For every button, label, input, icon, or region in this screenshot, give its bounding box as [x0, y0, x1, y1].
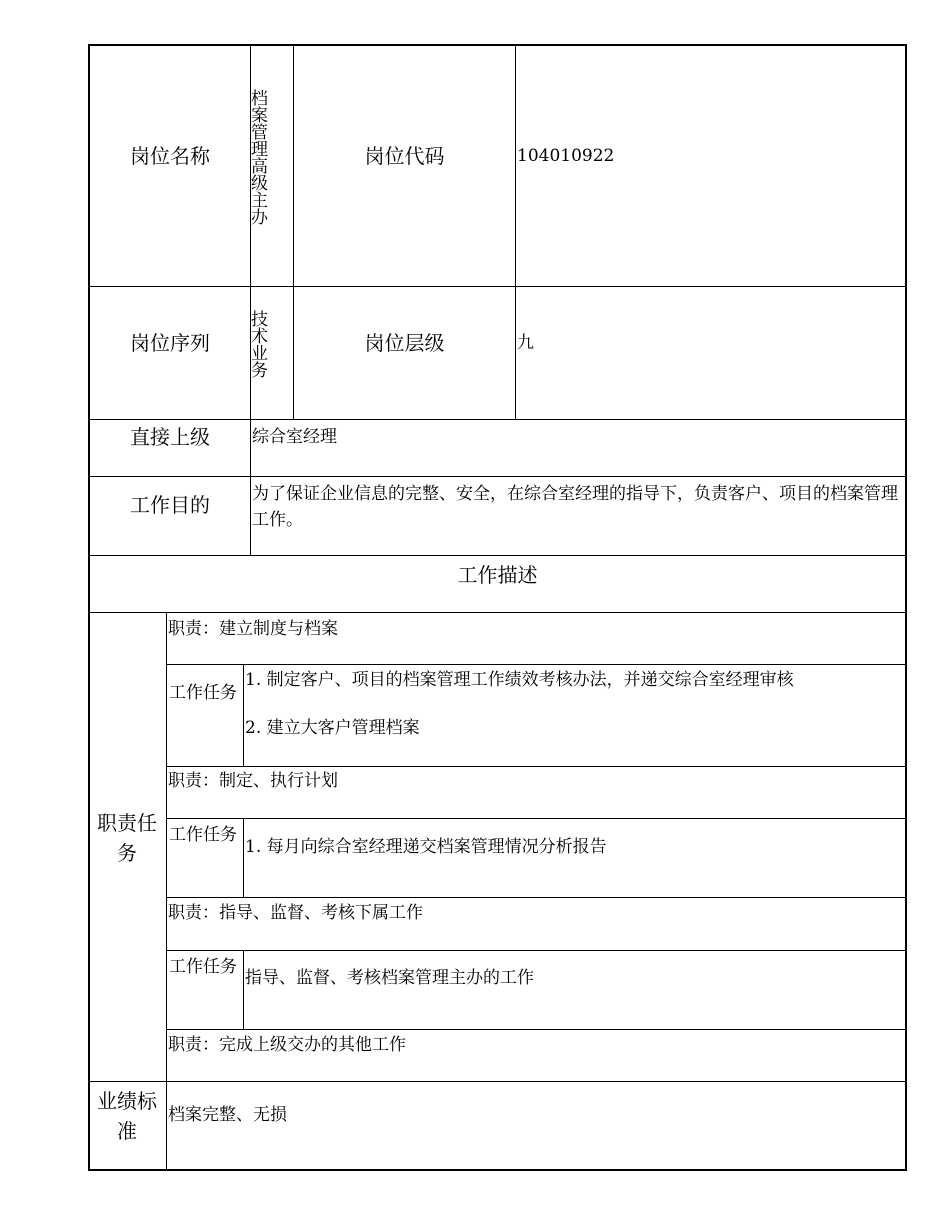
duty-divider-1: [166, 664, 907, 665]
duty-4-title: 职责：完成上级交办的其他工作: [168, 1035, 406, 1055]
job-description-title: 工作描述: [457, 563, 538, 587]
col-divider-b: [293, 44, 294, 420]
duty-3-title: 职责：指导、监督、考核下属工作: [168, 903, 423, 923]
duty-divider-6: [166, 1029, 907, 1030]
row-divider-2: [88, 419, 907, 420]
table-left-border: [88, 44, 90, 1171]
duty-2-title: 职责：制定、执行计划: [168, 771, 338, 791]
table-bottom-border: [88, 1169, 907, 1171]
row-divider-3: [88, 476, 907, 477]
duty-1-task-1: 1. 制定客户、项目的档案管理工作绩效考核办法，并递交综合室经理审核: [245, 670, 794, 690]
position-sequence-label: 岗位序列: [130, 331, 210, 355]
position-sequence-value: 技术业务: [247, 310, 267, 378]
row-divider-4: [88, 555, 907, 556]
position-level-value: 九: [517, 333, 534, 353]
job-purpose-label: 工作目的: [130, 493, 210, 517]
duty-1-title: 职责：建立制度与档案: [168, 619, 338, 639]
duty-divider-5: [166, 950, 907, 951]
table-top-border: [88, 44, 907, 46]
position-code-value: 104010922: [517, 146, 615, 166]
duty-2-task-1: 1. 每月向综合室经理递交档案管理情况分析报告: [245, 837, 607, 857]
position-name-value: 档案管理高级主办: [247, 89, 267, 225]
row-divider-5: [88, 612, 907, 613]
duty-divider-7: [88, 1081, 907, 1082]
duty-1-task-2: 2. 建立大客户管理档案: [245, 718, 420, 738]
direct-supervisor-label: 直接上级: [130, 425, 210, 449]
duty-3-task-1: 指导、监督、考核档案管理主办的工作: [245, 968, 534, 988]
performance-label: 业绩标准: [97, 1089, 157, 1143]
duty-divider-4: [166, 897, 907, 898]
table-right-border: [905, 44, 907, 1171]
position-code-label: 岗位代码: [364, 144, 445, 168]
duties-label: 职责任务: [97, 811, 157, 865]
duty-1-task-label: 工作任务: [169, 683, 237, 703]
task-divider-3: [243, 950, 244, 1030]
col-divider-c: [515, 44, 516, 420]
duty-3-task-label: 工作任务: [169, 957, 237, 977]
row-divider-1: [88, 286, 907, 287]
duty-2-task-label: 工作任务: [169, 825, 237, 845]
lower-left-column-divider: [166, 612, 167, 1171]
direct-supervisor-value: 综合室经理: [252, 427, 337, 447]
position-level-label: 岗位层级: [364, 331, 445, 355]
position-name-label: 岗位名称: [130, 144, 210, 168]
job-purpose-value: 为了保证企业信息的完整、安全，在综合室经理的指导下，负责客户、项目的档案管理工作。: [252, 484, 898, 530]
task-divider-2: [243, 818, 244, 898]
duty-divider-3: [166, 818, 907, 819]
task-divider-1: [243, 664, 244, 767]
duty-divider-2: [166, 766, 907, 767]
performance-value: 档案完整、无损: [168, 1105, 287, 1125]
